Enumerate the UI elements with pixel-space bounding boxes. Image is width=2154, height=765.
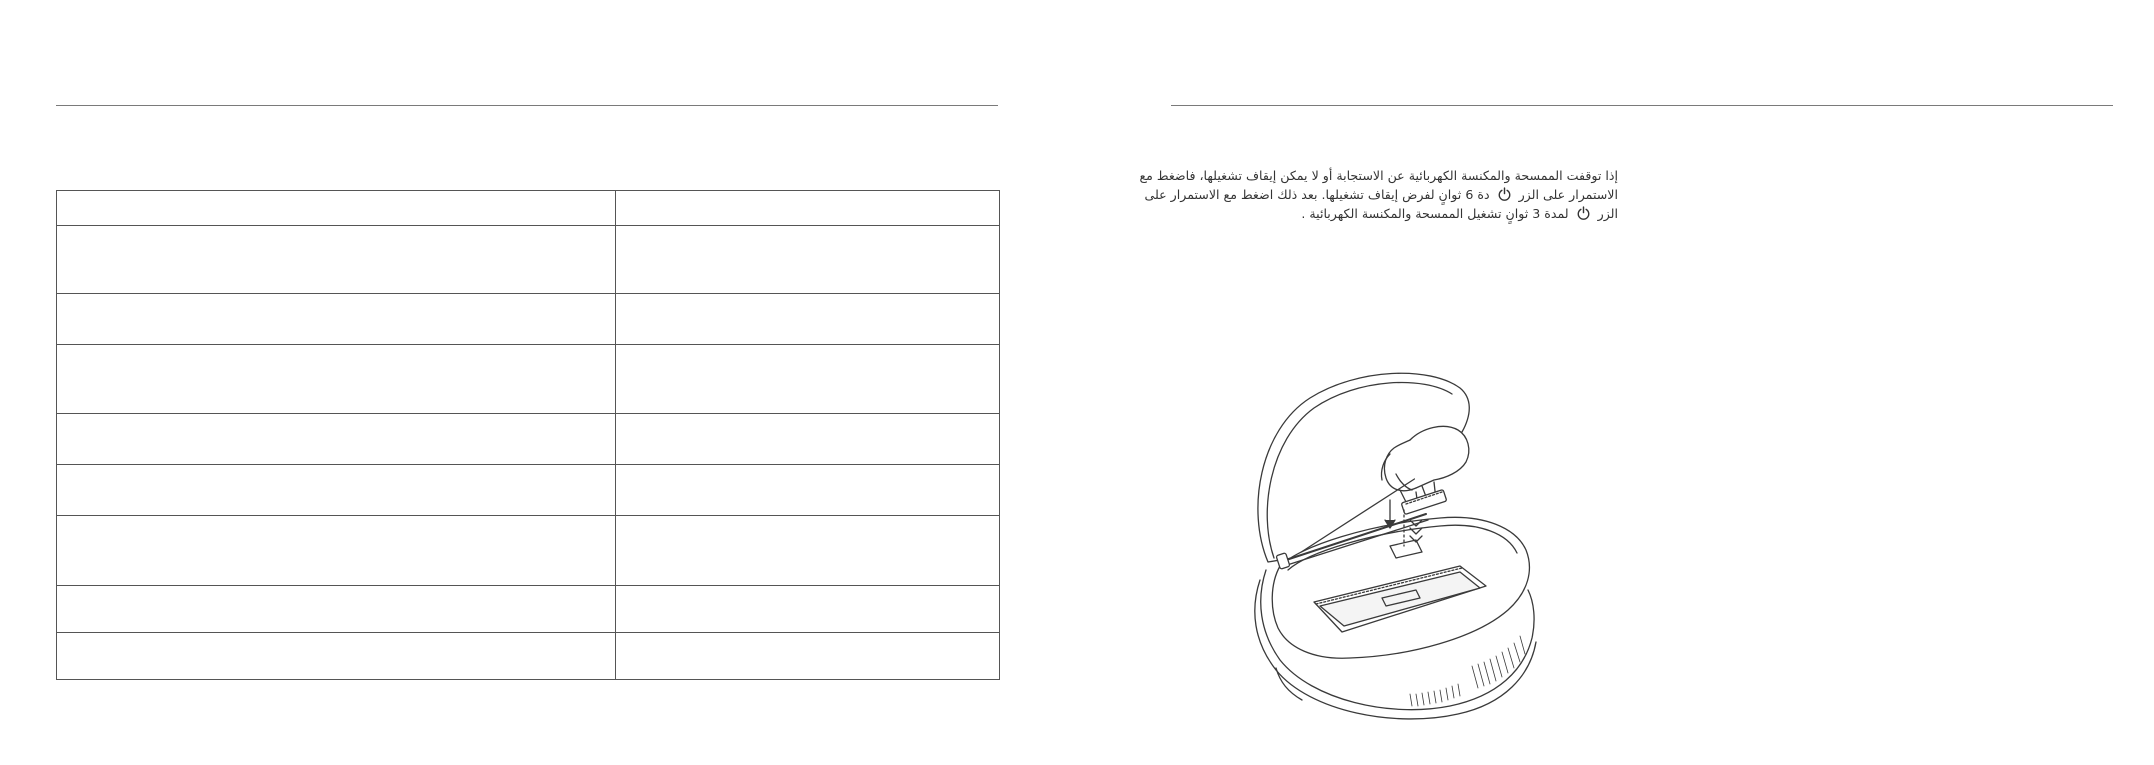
table-cell bbox=[57, 345, 616, 414]
table-cell bbox=[616, 294, 1000, 345]
table-cell bbox=[57, 226, 616, 294]
header-rule-left bbox=[56, 105, 998, 106]
instructions-text: دة 6 ثوانٍ لفرض إيقاف تشغيلها. بعد ذلك اضغط مع الاستمرار على bbox=[1144, 187, 1490, 202]
instructions-text: الزر bbox=[1597, 206, 1618, 221]
power-icon bbox=[1576, 206, 1591, 221]
table-row bbox=[57, 516, 1000, 586]
instructions-line bbox=[1139, 166, 1618, 185]
table-cell bbox=[616, 345, 1000, 414]
table-cell bbox=[616, 191, 1000, 226]
instructions-text: إذا توقفت الممسحة والمكنسة الكهربائية عن الاستجابة أو لا يمكن إيقاف تشغيلها، فاضغط مع bbox=[1139, 168, 1618, 183]
header-rule-right bbox=[1171, 105, 2113, 106]
table-row bbox=[57, 465, 1000, 516]
instructions-line bbox=[1144, 185, 1618, 204]
table-cell bbox=[616, 633, 1000, 680]
instructions-paragraph bbox=[1139, 166, 1618, 223]
table-cell bbox=[616, 465, 1000, 516]
table-row bbox=[57, 586, 1000, 633]
table-cell bbox=[616, 516, 1000, 586]
table-cell bbox=[57, 516, 616, 586]
table-row bbox=[57, 294, 1000, 345]
table-cell bbox=[616, 226, 1000, 294]
table-cell bbox=[57, 414, 616, 465]
table-row bbox=[57, 414, 1000, 465]
table-cell bbox=[616, 414, 1000, 465]
table-cell bbox=[57, 586, 616, 633]
table-cell bbox=[57, 191, 616, 226]
table-row bbox=[57, 345, 1000, 414]
robot-vacuum-lid-open-illustration bbox=[1240, 370, 1540, 722]
table-row bbox=[57, 633, 1000, 680]
table-cell bbox=[57, 465, 616, 516]
table-cell bbox=[616, 586, 1000, 633]
instructions-text: لمدة 3 ثوانٍ تشغيل الممسحة والمكنسة الكهربائية . bbox=[1301, 206, 1569, 221]
instructions-line bbox=[1170, 204, 1618, 223]
table-cell bbox=[57, 294, 616, 345]
table-row bbox=[57, 226, 1000, 294]
table-cell bbox=[57, 633, 616, 680]
power-icon bbox=[1497, 187, 1512, 202]
instructions-text: الاستمرار على الزر bbox=[1518, 187, 1618, 202]
table-row bbox=[57, 191, 1000, 226]
spec-table bbox=[56, 190, 1000, 680]
